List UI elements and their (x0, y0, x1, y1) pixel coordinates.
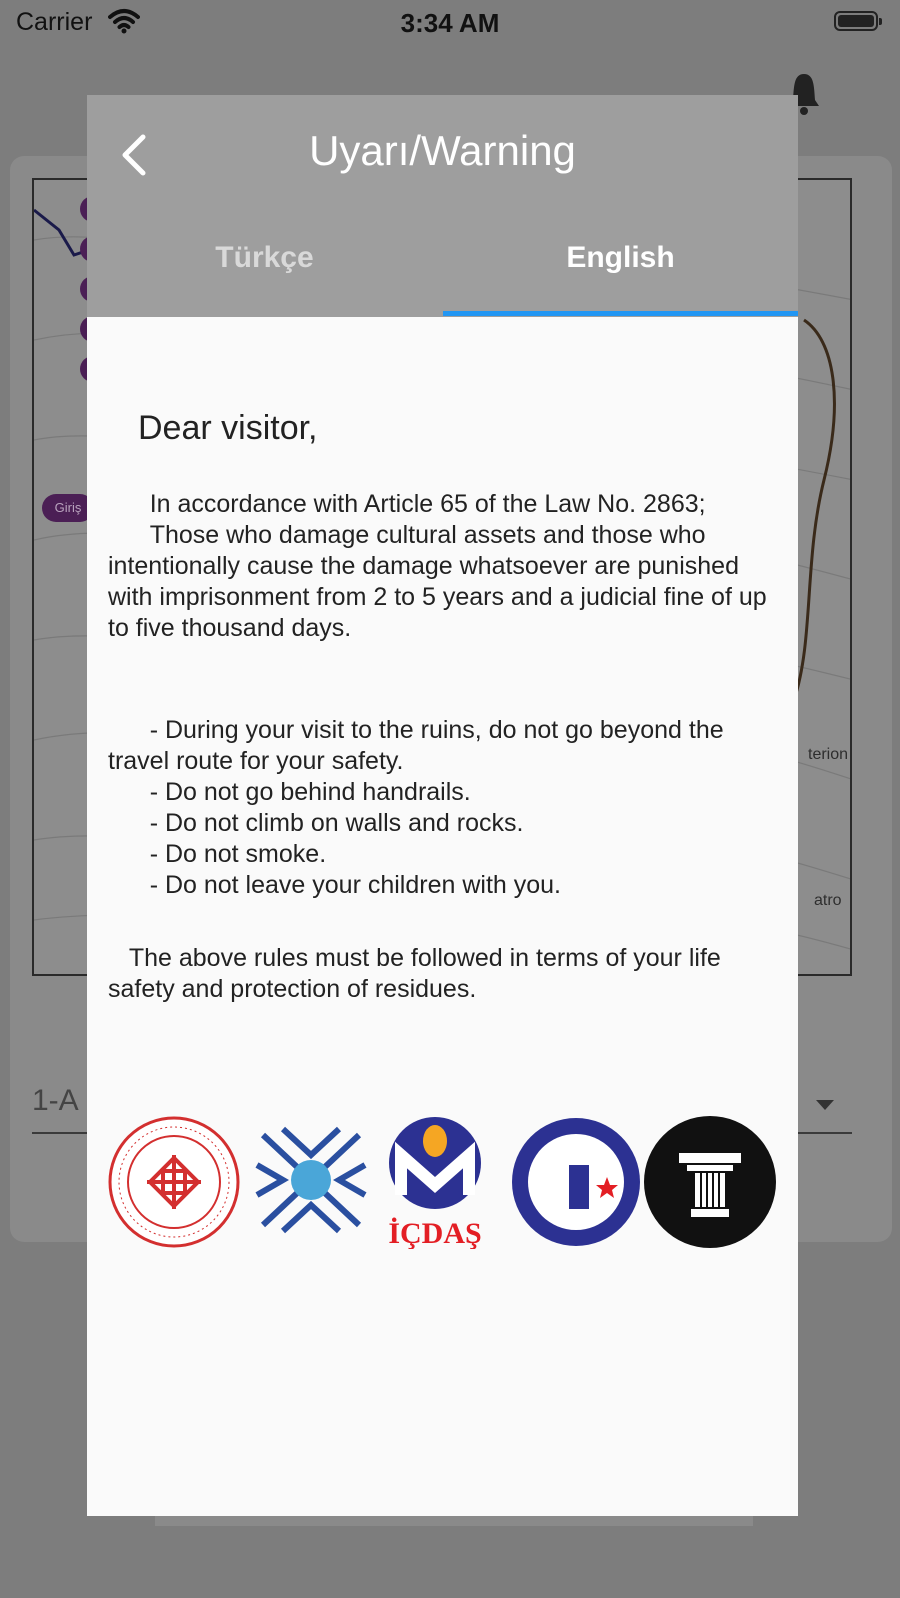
warning-modal (87, 95, 798, 1516)
closing-paragraph: The above rules must be followed in terms of your life safety and protection of residues. (108, 944, 728, 1003)
icdas-logo (383, 1115, 487, 1249)
map-entry-marker[interactable]: Giriş (42, 494, 94, 522)
ministry-seal-logo (107, 1115, 241, 1249)
clock: 3:34 AM (400, 8, 500, 38)
map-label: atro (814, 892, 842, 909)
battery-icon (834, 11, 878, 31)
sponsor-logos (107, 1115, 787, 1255)
status-bar (0, 0, 900, 48)
modal-header (87, 95, 798, 317)
assos-excavation-logo (643, 1115, 777, 1249)
tab-indicator (443, 311, 798, 316)
tab-turkish[interactable]: Türkçe (215, 241, 314, 274)
dropdown-arrow-icon (816, 1100, 834, 1110)
svg-text:İÇDAŞ: İÇDAŞ (388, 1217, 482, 1249)
route-select-value: 1-A (32, 1084, 79, 1117)
university-logo (509, 1115, 643, 1249)
carrier-label: Carrier (16, 8, 93, 36)
rules-paragraph: - During your visit to the ruins, do not go beyond the travel route for your safety. - Do not go behind handrails. - Do not climb on walls and rocks. - Do not smoke. - Do not leave your children with you. (108, 716, 724, 899)
modal-title: Uyarı/Warning (309, 127, 576, 174)
greeting: Dear visitor, (138, 409, 318, 447)
tab-english[interactable]: English (566, 241, 675, 274)
foundation-logo (253, 1125, 369, 1235)
law-paragraph: In accordance with Article 65 of the Law No. 2863; Those who damage cultural assets and those who intentionally cause the damage whatsoever are punished with imprisonment from 2 to 5 years and a judicial fine of up to five thousand days. (108, 490, 767, 642)
map-label: terion (808, 746, 849, 763)
